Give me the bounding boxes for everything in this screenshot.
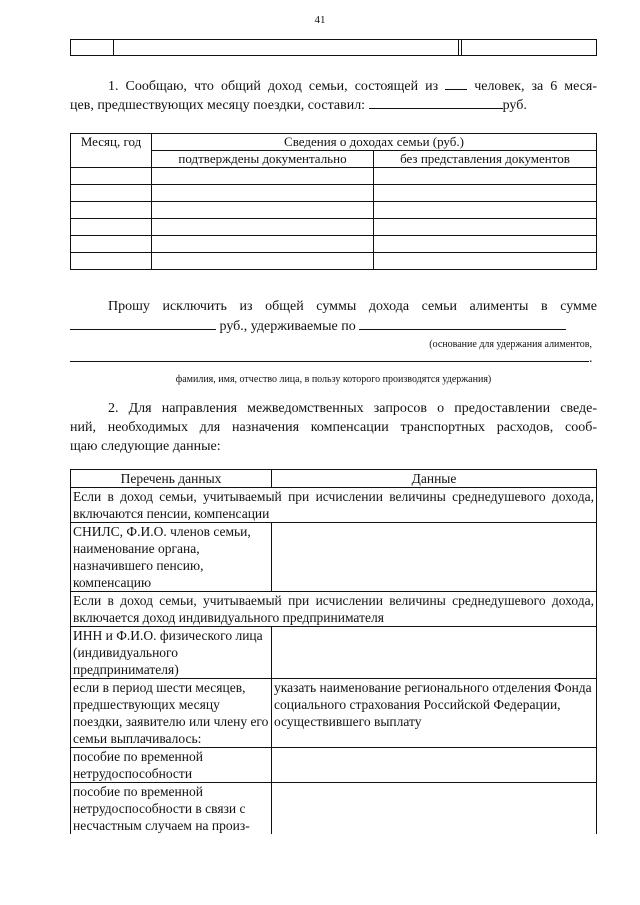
table-row bbox=[71, 236, 597, 253]
table-cell[interactable] bbox=[71, 168, 152, 185]
table-row bbox=[71, 185, 597, 202]
table-row bbox=[71, 168, 597, 185]
row-label: если в период шести месяцев, предшествующих месяцу поездки, заявителю или члену его семьи выплачивалось: bbox=[71, 679, 272, 748]
total-income-field[interactable] bbox=[369, 95, 503, 109]
table-row bbox=[71, 253, 597, 270]
table-row bbox=[71, 488, 597, 523]
table-cell bbox=[462, 40, 597, 56]
page-number: 41 bbox=[314, 14, 326, 26]
alimony-note2: фамилия, имя, отчество лица, в пользу которого производятся удержания) bbox=[175, 374, 492, 385]
table-cell[interactable] bbox=[374, 168, 597, 185]
row-value: указать наименование регионального отделения Фонда социального страхования Российской Федерации, осуществившего выплату bbox=[272, 679, 597, 748]
col-income-header: Сведения о доходах семьи (руб.) bbox=[152, 134, 597, 151]
alimony-text: руб., удерживаемые по bbox=[219, 319, 356, 334]
col-undocumented-header: без представления документов bbox=[374, 151, 597, 168]
table-row bbox=[71, 592, 597, 627]
section-row-entrepreneur: Если в доход семьи, учитываемый при исчислении величины среднедушевого дохода, включается доход индивидуального предпринимателя bbox=[71, 592, 597, 627]
alimony-amount-field[interactable] bbox=[70, 316, 216, 330]
table-cell[interactable] bbox=[71, 219, 152, 236]
section1-text: 1. Сообщаю, что общий доход семьи, состоящей из bbox=[108, 79, 439, 94]
alimony-line1: Прошу исключить из общей суммы дохода семьи алименты в сумме bbox=[108, 299, 597, 314]
section2-line1: 2. Для направления межведомственных запросов о предоставлении сведе- bbox=[108, 401, 597, 416]
table-row bbox=[71, 219, 597, 236]
row-value[interactable] bbox=[272, 523, 597, 592]
section1-line2 bbox=[70, 95, 597, 115]
table-cell[interactable] bbox=[152, 168, 374, 185]
alimony-note1: (основание для удержания алиментов, bbox=[429, 339, 592, 350]
income-table bbox=[70, 133, 597, 270]
section1-text: человек, за 6 меся- bbox=[474, 79, 598, 94]
data-table bbox=[70, 469, 597, 834]
table-cell[interactable] bbox=[71, 236, 152, 253]
alimony-recipient-field[interactable] bbox=[70, 348, 589, 362]
row-label: пособие по временной нетрудоспособности bbox=[71, 748, 272, 783]
section2-line3: щаю следующие данные: bbox=[70, 439, 221, 454]
header-data: Данные bbox=[272, 470, 597, 488]
table-cell[interactable] bbox=[374, 236, 597, 253]
table-cell[interactable] bbox=[152, 219, 374, 236]
table-row bbox=[71, 523, 597, 592]
section1-text: цев, предшествующих месяцу поездки, составил: bbox=[70, 98, 366, 113]
table-row bbox=[71, 748, 597, 783]
section-row-pension: Если в доход семьи, учитываемый при исчислении величины среднедушевого дохода, включаются пенсии, компенсации bbox=[71, 488, 597, 523]
row-value[interactable] bbox=[272, 748, 597, 783]
row-label: пособие по временной нетрудоспособности в связи с несчастным случаем на произ- bbox=[71, 783, 272, 835]
table-cell bbox=[114, 40, 459, 56]
table-cell[interactable] bbox=[71, 253, 152, 270]
section1-text: руб. bbox=[502, 98, 527, 113]
table-cell[interactable] bbox=[374, 219, 597, 236]
table-cell[interactable] bbox=[71, 202, 152, 219]
table-cell bbox=[71, 40, 114, 56]
table-cell[interactable] bbox=[152, 253, 374, 270]
top-table-fragment bbox=[70, 39, 597, 56]
row-value[interactable] bbox=[272, 627, 597, 679]
table-row bbox=[71, 202, 597, 219]
table-cell[interactable] bbox=[152, 236, 374, 253]
header-list: Перечень данных bbox=[71, 470, 272, 488]
table-cell[interactable] bbox=[374, 202, 597, 219]
row-label: ИНН и Ф.И.О. физического лица (индивидуального предпринимателя) bbox=[71, 627, 272, 679]
row-label: СНИЛС, Ф.И.О. членов семьи, наименование органа, назначившего пенсию, компенсацию bbox=[71, 523, 272, 592]
col-documented-header: подтверждены документально bbox=[152, 151, 374, 168]
table-row bbox=[71, 783, 597, 835]
table-cell[interactable] bbox=[152, 185, 374, 202]
table-row bbox=[71, 627, 597, 679]
table-cell[interactable] bbox=[71, 185, 152, 202]
row-value[interactable] bbox=[272, 783, 597, 835]
alimony-text: . bbox=[589, 351, 593, 366]
table-row bbox=[71, 679, 597, 748]
table-cell[interactable] bbox=[374, 185, 597, 202]
alimony-line3 bbox=[70, 348, 597, 368]
col-month-header: Месяц, год bbox=[71, 134, 152, 168]
section2-line2: ний, необходимых для назначения компенсации транспортных расходов, сооб- bbox=[70, 420, 597, 435]
alimony-basis-field[interactable] bbox=[359, 316, 566, 330]
section1-line1 bbox=[70, 76, 597, 96]
alimony-line2 bbox=[70, 316, 597, 336]
family-size-field[interactable] bbox=[445, 76, 467, 90]
table-cell[interactable] bbox=[152, 202, 374, 219]
table-cell[interactable] bbox=[374, 253, 597, 270]
